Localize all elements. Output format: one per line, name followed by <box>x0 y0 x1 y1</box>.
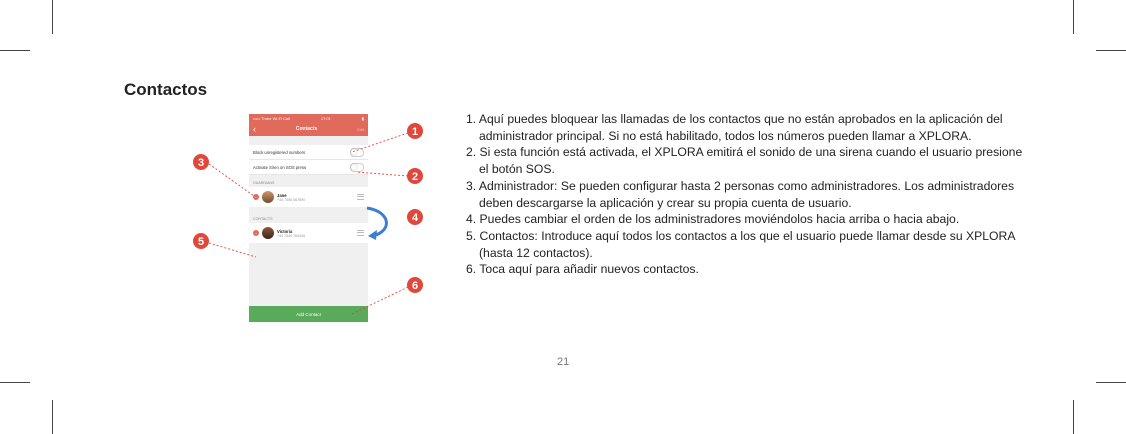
page-number: 21 <box>557 356 570 368</box>
badge-number: 2 <box>411 171 419 183</box>
nav-title: Contacts <box>295 126 318 132</box>
contacts-section-label: CONTACTS <box>253 217 273 221</box>
badge-number: 3 <box>197 157 205 169</box>
setting-label: Block unregistered numbers <box>253 149 306 155</box>
badge-3 <box>193 154 209 170</box>
badge-number: 1 <box>411 126 419 138</box>
callout-line-6 <box>352 287 408 314</box>
badge-number: 6 <box>411 280 419 292</box>
guardian-phone: +44 7456 567890 <box>277 197 306 202</box>
add-contact-button[interactable]: Add Contact <box>249 306 368 322</box>
contact-phone: +44 7540 764345 <box>277 233 306 238</box>
callout-line-3 <box>209 164 254 196</box>
callout-line-1 <box>352 133 408 152</box>
clock-text: 17:01 <box>320 115 331 121</box>
badge-number: 4 <box>411 212 419 224</box>
badge-5 <box>193 233 209 249</box>
arrow-head-icon <box>368 230 377 240</box>
instruction-item: 1. Aquí puedes bloquear las llamadas de los contactos que no están aprobados en la aplicación del administrador principal. Si no está habilitado, todos los números pueden llamar a XPLORA. <box>466 112 1003 143</box>
instruction-item: 2. Si esta función está activada, el XPLORA emitirá el sonido de una sirena cuando el usuario presione el botón SOS. <box>466 145 1023 177</box>
badge-4 <box>407 209 423 225</box>
callout-line-2 <box>356 172 408 176</box>
guardian-name: Jane <box>277 192 287 198</box>
battery-icon: ▮ <box>361 115 364 121</box>
instruction-item: 4. Puedes cambiar el orden de los administradores moviéndolos hacia arriba o hacia abajo. <box>466 212 960 227</box>
guardians-section-label: GUARDIANS <box>253 181 275 185</box>
badge-1 <box>407 123 423 139</box>
remove-icon[interactable]: − <box>254 230 258 236</box>
carrier-text: ••••• Three Wi-Fi Call <box>253 115 290 121</box>
callout-line-5 <box>209 243 256 257</box>
instruction-item: 6. Toca aquí para añadir nuevos contactos. <box>466 262 699 277</box>
badge-2 <box>407 168 423 184</box>
badge-6 <box>407 277 423 293</box>
chevron-left-icon[interactable]: ‹ <box>253 123 256 134</box>
edit-button[interactable]: Edit <box>357 126 364 132</box>
setting-label: Activate Siren on SOS press <box>253 164 307 170</box>
badge-number: 5 <box>197 236 205 248</box>
instruction-item: 3. Administrador: Se pueden configurar hasta 2 personas como administradores. Los administradores deben descargarse la aplicación y crear su propia cuenta de usuario. <box>466 178 1015 210</box>
remove-icon[interactable]: − <box>254 194 258 200</box>
instruction-item: 5. Contactos: Introduce aquí todos los contactos a los que el usuario puede llamar desde su XPLORA (hasta 12 contactos). <box>466 228 1015 260</box>
contact-name: Victoria <box>277 228 293 234</box>
instructions-list <box>466 111 1026 278</box>
page-title: Contactos <box>124 80 208 99</box>
